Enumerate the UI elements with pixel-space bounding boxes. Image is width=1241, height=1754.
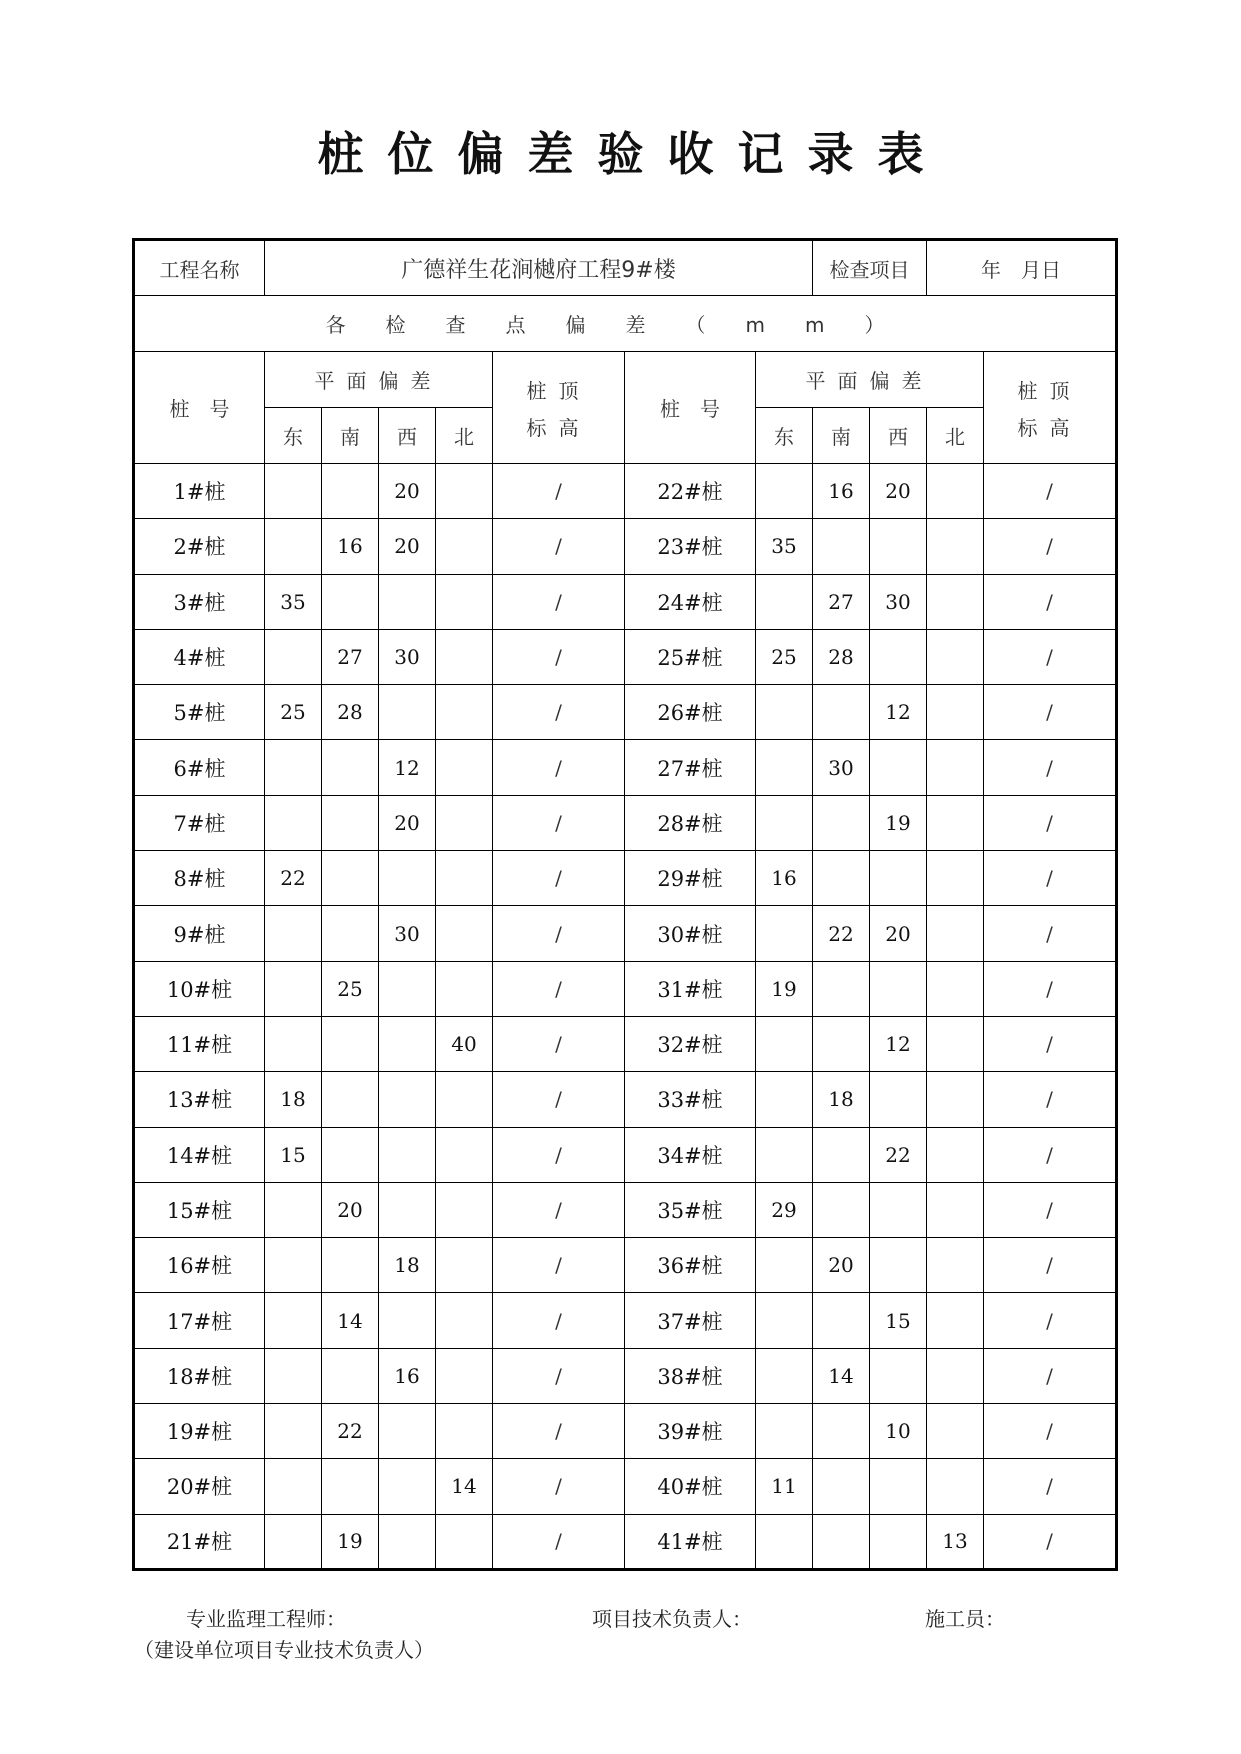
top-elevation-value: / (984, 1238, 1117, 1293)
west-header: 西 (379, 408, 436, 464)
north-value (927, 629, 984, 684)
east-value (756, 685, 813, 740)
table-row (134, 1404, 1117, 1459)
inspection-item-label: 检查项目 (813, 240, 927, 296)
table-row (134, 629, 1117, 684)
north-value (927, 1016, 984, 1071)
top-elevation-line2: 标高 (1017, 415, 1082, 440)
east-value: 35 (756, 519, 813, 574)
top-elevation-value: / (984, 519, 1117, 574)
west-value (379, 961, 436, 1016)
west-value: 30 (870, 574, 927, 629)
north-value (927, 1127, 984, 1182)
west-value (870, 851, 927, 906)
top-elevation-value: / (493, 519, 625, 574)
north-value (436, 1182, 493, 1237)
top-elevation-value: / (493, 906, 625, 961)
east-value (756, 1072, 813, 1127)
pile-no: 14#桩 (134, 1127, 265, 1182)
column-header-row-1 (134, 352, 1117, 408)
north-value (927, 1348, 984, 1403)
east-value (756, 1016, 813, 1071)
north-value (436, 740, 493, 795)
east-value (756, 1238, 813, 1293)
table-row (134, 574, 1117, 629)
east-value (265, 1238, 322, 1293)
east-value (265, 961, 322, 1016)
north-value (927, 906, 984, 961)
pile-no: 21#桩 (134, 1514, 265, 1569)
table-row (134, 961, 1117, 1016)
west-value (870, 519, 927, 574)
east-value (265, 1016, 322, 1071)
pile-no: 13#桩 (134, 1072, 265, 1127)
top-elevation-value: / (984, 685, 1117, 740)
north-value (436, 1127, 493, 1182)
south-value (813, 1182, 870, 1237)
pile-no: 3#桩 (134, 574, 265, 629)
west-value (870, 740, 927, 795)
west-value (870, 1348, 927, 1403)
top-elevation-value: / (984, 1404, 1117, 1459)
top-elevation-value: / (493, 1238, 625, 1293)
south-value (322, 795, 379, 850)
pile-no: 19#桩 (134, 1404, 265, 1459)
pile-no: 32#桩 (625, 1016, 756, 1071)
pile-no: 28#桩 (625, 795, 756, 850)
west-value: 20 (870, 906, 927, 961)
west-value: 18 (379, 1238, 436, 1293)
pile-no-header-right: 桩 号 (625, 352, 756, 464)
north-value (927, 1182, 984, 1237)
south-value: 25 (322, 961, 379, 1016)
north-value (927, 1293, 984, 1348)
pile-no: 5#桩 (134, 685, 265, 740)
south-value: 22 (322, 1404, 379, 1459)
east-value: 19 (756, 961, 813, 1016)
east-value (756, 1293, 813, 1348)
west-value (379, 1182, 436, 1237)
west-value (379, 1404, 436, 1459)
south-value: 20 (813, 1238, 870, 1293)
east-value (756, 1348, 813, 1403)
east-value (756, 906, 813, 961)
top-elevation-value: / (984, 851, 1117, 906)
tech-lead-signature-label: 项目技术负责人： (592, 1607, 752, 1631)
north-value (436, 1238, 493, 1293)
east-value: 16 (756, 851, 813, 906)
west-value: 20 (870, 464, 927, 519)
south-value (322, 1127, 379, 1182)
pile-no: 24#桩 (625, 574, 756, 629)
north-value (927, 464, 984, 519)
pile-no: 20#桩 (134, 1459, 265, 1514)
top-elevation-value: / (984, 1016, 1117, 1071)
top-elevation-value: / (493, 1459, 625, 1514)
east-value: 18 (265, 1072, 322, 1127)
south-value: 19 (322, 1514, 379, 1569)
south-value (322, 906, 379, 961)
east-header: 东 (756, 408, 813, 464)
pile-no: 18#桩 (134, 1348, 265, 1403)
pile-no: 6#桩 (134, 740, 265, 795)
top-elevation-value: / (984, 906, 1117, 961)
north-value (436, 1514, 493, 1569)
south-value: 28 (322, 685, 379, 740)
project-name-label: 工程名称 (134, 240, 265, 296)
south-value: 16 (322, 519, 379, 574)
top-elevation-value: / (493, 1016, 625, 1071)
top-elevation-line2: 标高 (526, 415, 591, 440)
north-header: 北 (436, 408, 493, 464)
west-value: 12 (379, 740, 436, 795)
top-elevation-value: / (493, 1404, 625, 1459)
table-row (134, 464, 1117, 519)
south-value (813, 1293, 870, 1348)
north-value (436, 519, 493, 574)
inspection-table (132, 238, 1118, 1571)
top-elevation-value: / (984, 795, 1117, 850)
pile-no: 36#桩 (625, 1238, 756, 1293)
east-value (265, 1514, 322, 1569)
table-row (134, 851, 1117, 906)
east-value (756, 464, 813, 519)
table-row (134, 1514, 1117, 1569)
plane-deviation-header-left: 平面偏差 (265, 352, 493, 408)
south-value (813, 961, 870, 1016)
plane-deviation-header-right: 平面偏差 (756, 352, 984, 408)
pile-no: 17#桩 (134, 1293, 265, 1348)
pile-no: 39#桩 (625, 1404, 756, 1459)
west-value: 12 (870, 1016, 927, 1071)
east-value (265, 464, 322, 519)
east-value (265, 629, 322, 684)
top-elevation-value: / (493, 1514, 625, 1569)
project-name-value: 广德祥生花涧樾府工程9#楼 (265, 240, 813, 296)
north-value (436, 629, 493, 684)
supervisor-note: （建设单位项目专业技术负责人） (134, 1638, 434, 1662)
west-value: 20 (379, 795, 436, 850)
north-value (436, 851, 493, 906)
north-value (436, 464, 493, 519)
west-value: 16 (379, 1348, 436, 1403)
top-elevation-value: / (984, 464, 1117, 519)
pile-no: 33#桩 (625, 1072, 756, 1127)
top-elevation-value: / (493, 795, 625, 850)
south-value (322, 740, 379, 795)
west-value: 20 (379, 464, 436, 519)
west-value (870, 1182, 927, 1237)
table-row (134, 1293, 1117, 1348)
east-value (265, 1459, 322, 1514)
pile-no: 23#桩 (625, 519, 756, 574)
page-title: 桩位偏差验收记录表 (317, 127, 948, 181)
east-value: 15 (265, 1127, 322, 1182)
top-elevation-value: / (493, 740, 625, 795)
pile-no: 25#桩 (625, 629, 756, 684)
table-row (134, 1348, 1117, 1403)
south-value (322, 1348, 379, 1403)
worker-signature-label: 施工员： (925, 1607, 1005, 1631)
north-value (927, 574, 984, 629)
south-value (322, 851, 379, 906)
west-value: 30 (379, 629, 436, 684)
north-header: 北 (927, 408, 984, 464)
pile-no: 31#桩 (625, 961, 756, 1016)
east-header: 东 (265, 408, 322, 464)
south-value (813, 1459, 870, 1514)
pile-no: 22#桩 (625, 464, 756, 519)
table-row (134, 1459, 1117, 1514)
section-title-row (134, 296, 1117, 352)
top-elevation-line1: 桩顶 (526, 378, 591, 403)
header-row (134, 240, 1117, 296)
pile-no: 26#桩 (625, 685, 756, 740)
east-value (756, 795, 813, 850)
west-value (870, 1514, 927, 1569)
west-value (379, 685, 436, 740)
top-elevation-value: / (984, 1072, 1117, 1127)
west-value: 20 (379, 519, 436, 574)
east-value (265, 1404, 322, 1459)
north-value (927, 851, 984, 906)
north-value (927, 685, 984, 740)
top-elevation-value: / (493, 685, 625, 740)
section-title: 各检查点偏差（mm） (134, 296, 1117, 352)
east-value (756, 1514, 813, 1569)
north-value (436, 906, 493, 961)
south-value (813, 1514, 870, 1569)
south-value (813, 1016, 870, 1071)
table-row (134, 1016, 1117, 1071)
top-elevation-value: / (984, 961, 1117, 1016)
pile-no: 27#桩 (625, 740, 756, 795)
supervisor-signature-label: 专业监理工程师： (186, 1607, 346, 1631)
east-value: 25 (265, 685, 322, 740)
south-value (813, 519, 870, 574)
pile-no: 30#桩 (625, 906, 756, 961)
east-value (756, 1404, 813, 1459)
south-value (322, 1238, 379, 1293)
west-value (379, 1072, 436, 1127)
south-value: 18 (813, 1072, 870, 1127)
pile-no: 8#桩 (134, 851, 265, 906)
north-value (436, 1072, 493, 1127)
north-value (927, 1238, 984, 1293)
north-value (927, 961, 984, 1016)
pile-no: 11#桩 (134, 1016, 265, 1071)
south-value (322, 1459, 379, 1514)
table-row (134, 519, 1117, 574)
east-value: 22 (265, 851, 322, 906)
east-value (756, 740, 813, 795)
south-value (813, 851, 870, 906)
west-value (870, 629, 927, 684)
south-value (813, 795, 870, 850)
top-elevation-header-right (984, 352, 1117, 464)
south-value: 28 (813, 629, 870, 684)
top-elevation-value: / (984, 1459, 1117, 1514)
west-value: 22 (870, 1127, 927, 1182)
north-value (436, 1404, 493, 1459)
north-value (927, 1404, 984, 1459)
top-elevation-value: / (984, 740, 1117, 795)
north-value (927, 795, 984, 850)
west-value (870, 961, 927, 1016)
top-elevation-value: / (493, 851, 625, 906)
south-value: 16 (813, 464, 870, 519)
north-value (436, 685, 493, 740)
south-value: 20 (322, 1182, 379, 1237)
east-value (756, 1127, 813, 1182)
south-value: 14 (813, 1348, 870, 1403)
north-value (927, 1459, 984, 1514)
table-row (134, 906, 1117, 961)
pile-no: 29#桩 (625, 851, 756, 906)
top-elevation-value: / (984, 1293, 1117, 1348)
north-value (927, 519, 984, 574)
west-value (379, 1127, 436, 1182)
north-value (436, 795, 493, 850)
west-value (870, 1459, 927, 1514)
south-value: 14 (322, 1293, 379, 1348)
north-value (436, 961, 493, 1016)
top-elevation-value: / (493, 1182, 625, 1237)
top-elevation-value: / (493, 1348, 625, 1403)
top-elevation-value: / (984, 1514, 1117, 1569)
east-value (265, 1293, 322, 1348)
west-value (379, 1293, 436, 1348)
top-elevation-value: / (493, 1127, 625, 1182)
pile-no: 10#桩 (134, 961, 265, 1016)
west-value (379, 851, 436, 906)
west-value: 15 (870, 1293, 927, 1348)
top-elevation-line1: 桩顶 (1017, 378, 1082, 403)
west-value (379, 1514, 436, 1569)
west-value (379, 1016, 436, 1071)
pile-no: 7#桩 (134, 795, 265, 850)
south-value: 22 (813, 906, 870, 961)
pile-no: 37#桩 (625, 1293, 756, 1348)
top-elevation-value: / (984, 1348, 1117, 1403)
top-elevation-value: / (984, 1182, 1117, 1237)
west-value: 30 (379, 906, 436, 961)
east-value (265, 519, 322, 574)
east-value (265, 1348, 322, 1403)
table-row (134, 740, 1117, 795)
east-value (756, 574, 813, 629)
pile-no: 35#桩 (625, 1182, 756, 1237)
west-header: 西 (870, 408, 927, 464)
pile-no: 4#桩 (134, 629, 265, 684)
table-row (134, 795, 1117, 850)
west-value (379, 574, 436, 629)
west-value (379, 1459, 436, 1514)
table-row (134, 1182, 1117, 1237)
north-value: 40 (436, 1016, 493, 1071)
west-value: 19 (870, 795, 927, 850)
pile-no: 1#桩 (134, 464, 265, 519)
south-value (322, 1072, 379, 1127)
pile-no: 41#桩 (625, 1514, 756, 1569)
south-value: 27 (813, 574, 870, 629)
north-value (436, 574, 493, 629)
top-elevation-value: / (984, 1127, 1117, 1182)
pile-no-header-left: 桩 号 (134, 352, 265, 464)
top-elevation-value: / (984, 574, 1117, 629)
east-value: 11 (756, 1459, 813, 1514)
top-elevation-value: / (493, 574, 625, 629)
date-field: 年 月日 (927, 240, 1117, 296)
south-header: 南 (322, 408, 379, 464)
pile-no: 38#桩 (625, 1348, 756, 1403)
top-elevation-header-left (493, 352, 625, 464)
pile-no: 9#桩 (134, 906, 265, 961)
east-value (265, 795, 322, 850)
top-elevation-value: / (493, 961, 625, 1016)
north-value (436, 1293, 493, 1348)
west-value: 12 (870, 685, 927, 740)
east-value: 35 (265, 574, 322, 629)
table-row (134, 1127, 1117, 1182)
south-value (813, 1404, 870, 1459)
pile-no: 15#桩 (134, 1182, 265, 1237)
south-value (813, 1127, 870, 1182)
east-value (265, 740, 322, 795)
pile-no: 40#桩 (625, 1459, 756, 1514)
north-value (436, 1348, 493, 1403)
top-elevation-value: / (493, 629, 625, 684)
top-elevation-value: / (984, 629, 1117, 684)
west-value: 10 (870, 1404, 927, 1459)
east-value (265, 906, 322, 961)
table-row (134, 685, 1117, 740)
north-value: 13 (927, 1514, 984, 1569)
south-value (322, 574, 379, 629)
top-elevation-value: / (493, 1072, 625, 1127)
west-value (870, 1238, 927, 1293)
south-value (813, 685, 870, 740)
pile-no: 2#桩 (134, 519, 265, 574)
south-value: 30 (813, 740, 870, 795)
north-value (927, 740, 984, 795)
pile-no: 16#桩 (134, 1238, 265, 1293)
east-value (265, 1182, 322, 1237)
pile-no: 34#桩 (625, 1127, 756, 1182)
top-elevation-value: / (493, 464, 625, 519)
north-value (927, 1072, 984, 1127)
top-elevation-value: / (493, 1293, 625, 1348)
south-header: 南 (813, 408, 870, 464)
east-value: 25 (756, 629, 813, 684)
south-value (322, 1016, 379, 1071)
north-value: 14 (436, 1459, 493, 1514)
east-value: 29 (756, 1182, 813, 1237)
south-value: 27 (322, 629, 379, 684)
table-row (134, 1072, 1117, 1127)
south-value (322, 464, 379, 519)
table-row (134, 1238, 1117, 1293)
west-value (870, 1072, 927, 1127)
